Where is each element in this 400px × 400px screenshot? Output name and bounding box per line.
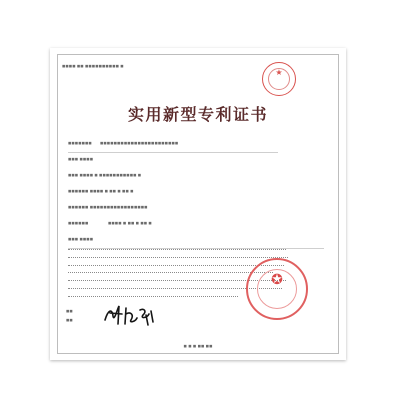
field-label: ■■■■■■■ [68, 141, 92, 145]
field-value: ■■■■■■■■■■■■■■■■■■■■■■■ [100, 141, 179, 145]
field-label: ■■■ ■■■■ [68, 157, 94, 161]
divider [68, 152, 278, 153]
handwritten-signature-icon [102, 302, 158, 328]
field-label: ■■■■■■ ■■■■■■■■■■■■■■■■■ [68, 205, 148, 209]
field-label: ■■■■■■ ■■■■ ■ ■■ ■ ■■ ■ [68, 189, 134, 193]
field-value: ■■■■ ■ ■■ ■ ■■ ■ [108, 221, 152, 225]
official-seal-icon: ✪ [246, 258, 308, 320]
signature-label: ■■ [66, 318, 73, 322]
field-label: ■■■ ■■■■ ■ ■■■■■■■■■■■ ■ [68, 173, 142, 177]
page-footer: ■ ■ ■ ■■ ■■ [183, 344, 213, 348]
certificate-page [50, 48, 346, 360]
document-title: 实用新型专利证书 [127, 105, 268, 124]
top-right-stamp-icon: ★ [262, 62, 296, 96]
field-label: ■■■ ■■■■ [68, 237, 94, 241]
field-label: ■■■■■■ [68, 221, 89, 225]
certificate-number: ■■■■ ■■ ■■■■■■■■■■ ■ [62, 64, 124, 68]
signature-label: ■■ [66, 309, 73, 313]
